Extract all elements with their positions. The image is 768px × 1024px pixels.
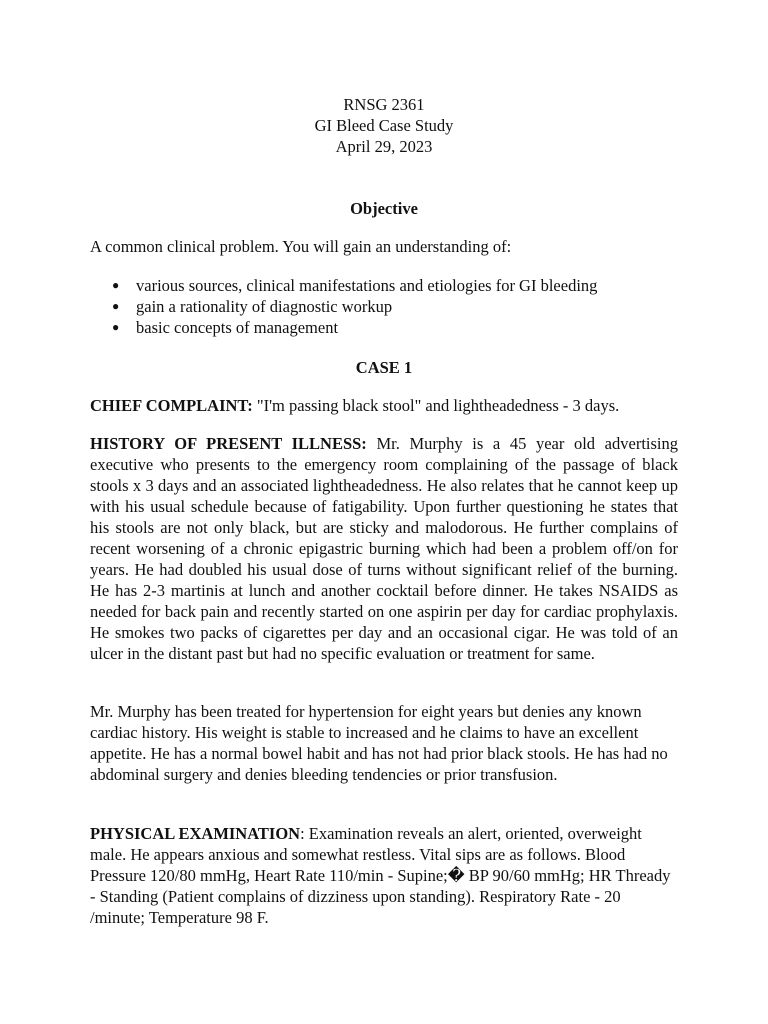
document-date: April 29, 2023 <box>335 137 433 156</box>
list-item: ● various sources, clinical manifestations and etiologies for GI bleeding <box>112 276 598 295</box>
course-code: RNSG 2361 <box>343 95 425 114</box>
hpi-label: HISTORY OF PRESENT ILLNESS: <box>90 434 367 453</box>
objective-heading: Objective <box>350 199 418 218</box>
document-header <box>0 94 768 157</box>
list-item: ● basic concepts of management <box>112 318 339 337</box>
case-heading: CASE 1 <box>355 358 413 377</box>
chief-complaint <box>90 395 678 416</box>
document-title: GI Bleed Case Study <box>314 116 454 135</box>
history-paragraph: Mr. Murphy has been treated for hypertension for eight years but denies any known cardiac history. His weight is stable to increased and he claims to have an excellent appetite. He has a normal bowel habit and has not had prior black stools. He has had no abdominal surgery and denies bleeding tendencies or prior transfusion. <box>90 702 668 784</box>
physical-examination <box>90 823 678 928</box>
physical-exam-text: : Examination reveals an alert, oriented, overweight male. He appears anxious and somewhat restless. Vital sips are as follows. Blood Pressure 120/80 mmHg, Heart Rate 110/min - Supine;� BP 90/60 mmHg; HR Thready - Standing (Patient complains of dizziness upon standing). Respiratory Rate - 20 /minute; Temperature 98 F. <box>90 824 671 927</box>
bullet-icon: ● <box>112 320 120 334</box>
chief-complaint-label: CHIEF COMPLAINT: <box>90 396 253 415</box>
history-present-illness <box>90 433 678 664</box>
objective-list <box>90 275 690 338</box>
bullet-icon: ● <box>112 278 120 292</box>
hpi-text: Mr. Murphy is a 45 year old advertising executive who presents to the emergency room complaining of the passage of black stools x 3 days and an associated lightheadedness. He also relates that he cannot keep up with his usual schedule because of fatigability. Upon further questioning he states that his stools are not only black, but are sticky and malodorous. He further complains of recent worsening of a chronic epigastric burning which had been a problem off/on for years. He had doubled his usual dose of turns without significant relief of the burning. He has 2-3 martinis at lunch and another cocktail before dinner. He takes NSAIDS as needed for back pain and recently started on one aspirin per day for cardiac prophylaxis. He smokes two packs of cigarettes per day and an occasional cigar. He was told of an ulcer in the distant past but had no specific evaluation or treatment for same. <box>90 434 679 663</box>
bullet-icon: ● <box>112 299 120 313</box>
chief-complaint-text: "I'm passing black stool" and lightheadedness - 3 days. <box>252 396 620 415</box>
objective-intro: A common clinical problem. You will gain an understanding of: <box>90 237 512 256</box>
physical-exam-label: PHYSICAL EXAMINATION <box>90 824 301 843</box>
list-item: ● gain a rationality of diagnostic workup <box>112 297 393 316</box>
